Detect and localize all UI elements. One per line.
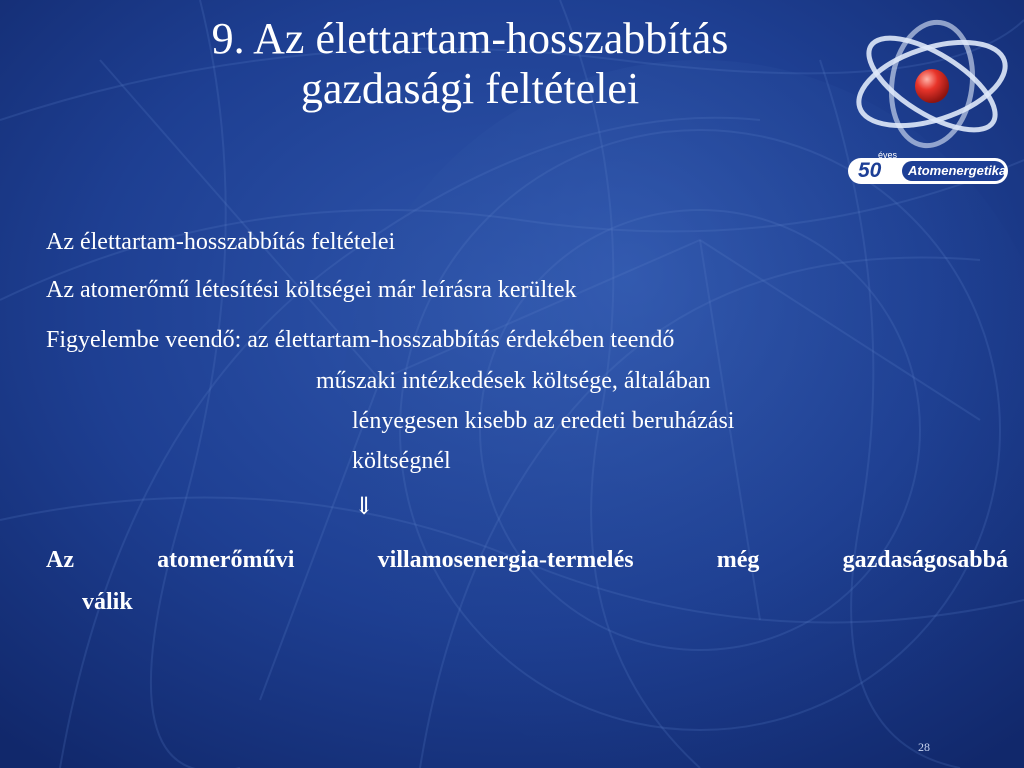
body-line-4: műszaki intézkedések költsége, általában	[316, 368, 711, 394]
slide-title	[100, 14, 840, 114]
conclusion-word: Az	[46, 547, 74, 573]
conclusion-line-1	[46, 545, 1008, 575]
logo-years-number: 50	[858, 159, 882, 182]
page-number: 28	[918, 740, 930, 754]
conclusion-word: gazdaságosabbá	[842, 547, 1008, 573]
atom-nucleus-icon	[915, 69, 949, 103]
conclusion-line-2: válik	[82, 589, 133, 615]
conclusion-word: villamosenergia-termelés	[377, 547, 634, 573]
conclusion-word: atomerőművi	[157, 547, 295, 573]
title-line-1: 9. Az élettartam-hosszabbítás	[211, 14, 729, 63]
title-line-2: gazdasági feltételei	[300, 64, 640, 113]
body-line-6: költségnél	[352, 448, 451, 474]
body-line-1: Az élettartam-hosszabbítás feltételei	[46, 229, 396, 255]
body-line-2: Az atomerőmű létesítési költségei már leírásra kerültek	[46, 277, 577, 303]
body-line-3: Figyelembe veendő: az élettartam-hosszabbítás érdekében teendő	[46, 327, 675, 353]
atomenergetika-logo	[840, 14, 1016, 188]
down-arrow-icon: ⇓	[354, 494, 375, 520]
logo-years-small: éves	[878, 150, 898, 160]
conclusion-word: még	[716, 547, 760, 573]
body-line-5: lényegesen kisebb az eredeti beruházási	[352, 408, 735, 434]
logo-brand: Atomenergetika	[908, 163, 1007, 178]
